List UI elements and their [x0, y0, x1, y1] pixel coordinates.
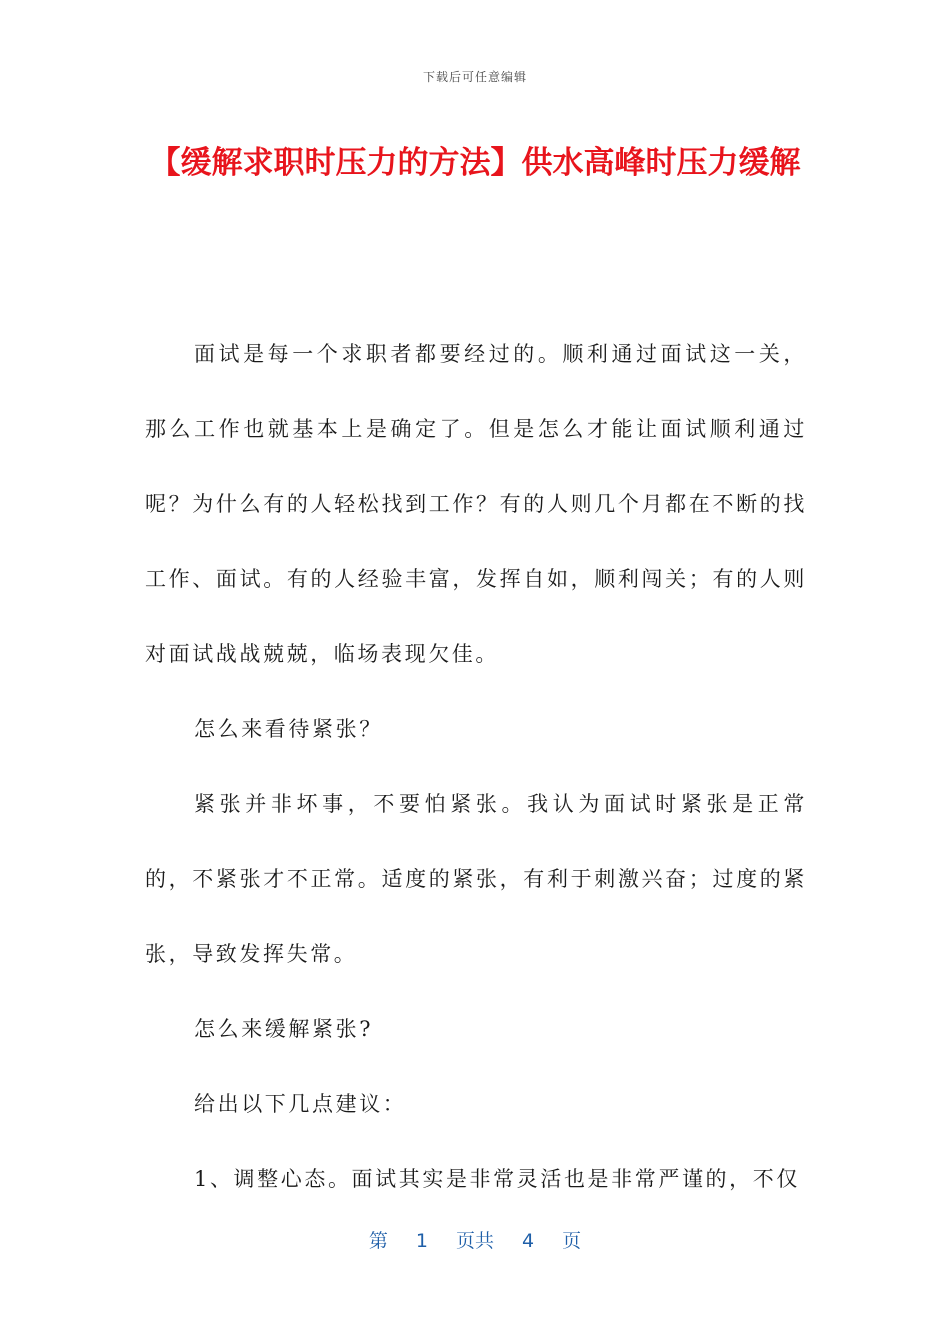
- paragraph-suggestions-intro: 给出以下几点建议：: [194, 1092, 407, 1116]
- document-body: [145, 317, 807, 1217]
- paragraph-question-relieve-tension: 怎么来缓解紧张?: [194, 1017, 374, 1041]
- page-suffix: 页: [562, 1230, 582, 1252]
- paragraph-suggestion-1: 1、调整心态。面试其实是非常灵活也是非常严谨的，不仅: [194, 1167, 800, 1191]
- paragraph-tension-normal: 紧张并非坏事，不要怕紧张。我认为面试时紧张是正常的，不紧张才不正常。适度的紧张，有利于刺激兴奋；过度的紧张，导致发挥失常。: [145, 792, 807, 966]
- page-total: 4: [522, 1230, 535, 1252]
- header-note: 下载后可任意编辑: [422, 70, 527, 84]
- paragraph-question-view-tension: 怎么来看待紧张？: [194, 717, 383, 741]
- page-prefix: 第: [368, 1230, 388, 1252]
- page-footer: [0, 1226, 950, 1253]
- paragraph-intro: 面试是每一个求职者都要经过的。顺利通过面试这一关，那么工作也就基本上是确定了。但是怎么才能让面试顺利通过呢？为什么有的人轻松找到工作？有的人则几个月都在不断的找工作、面试。有的人经验丰富，发挥自如，顺利闯关；有的人则对面试战战兢兢，临场表现欠佳。: [145, 342, 807, 666]
- page-current: 1: [415, 1230, 428, 1252]
- document-title: 【缓解求职时压力的方法】供水高峰时压力缓解: [149, 145, 801, 181]
- page-mid: 页共: [455, 1230, 494, 1252]
